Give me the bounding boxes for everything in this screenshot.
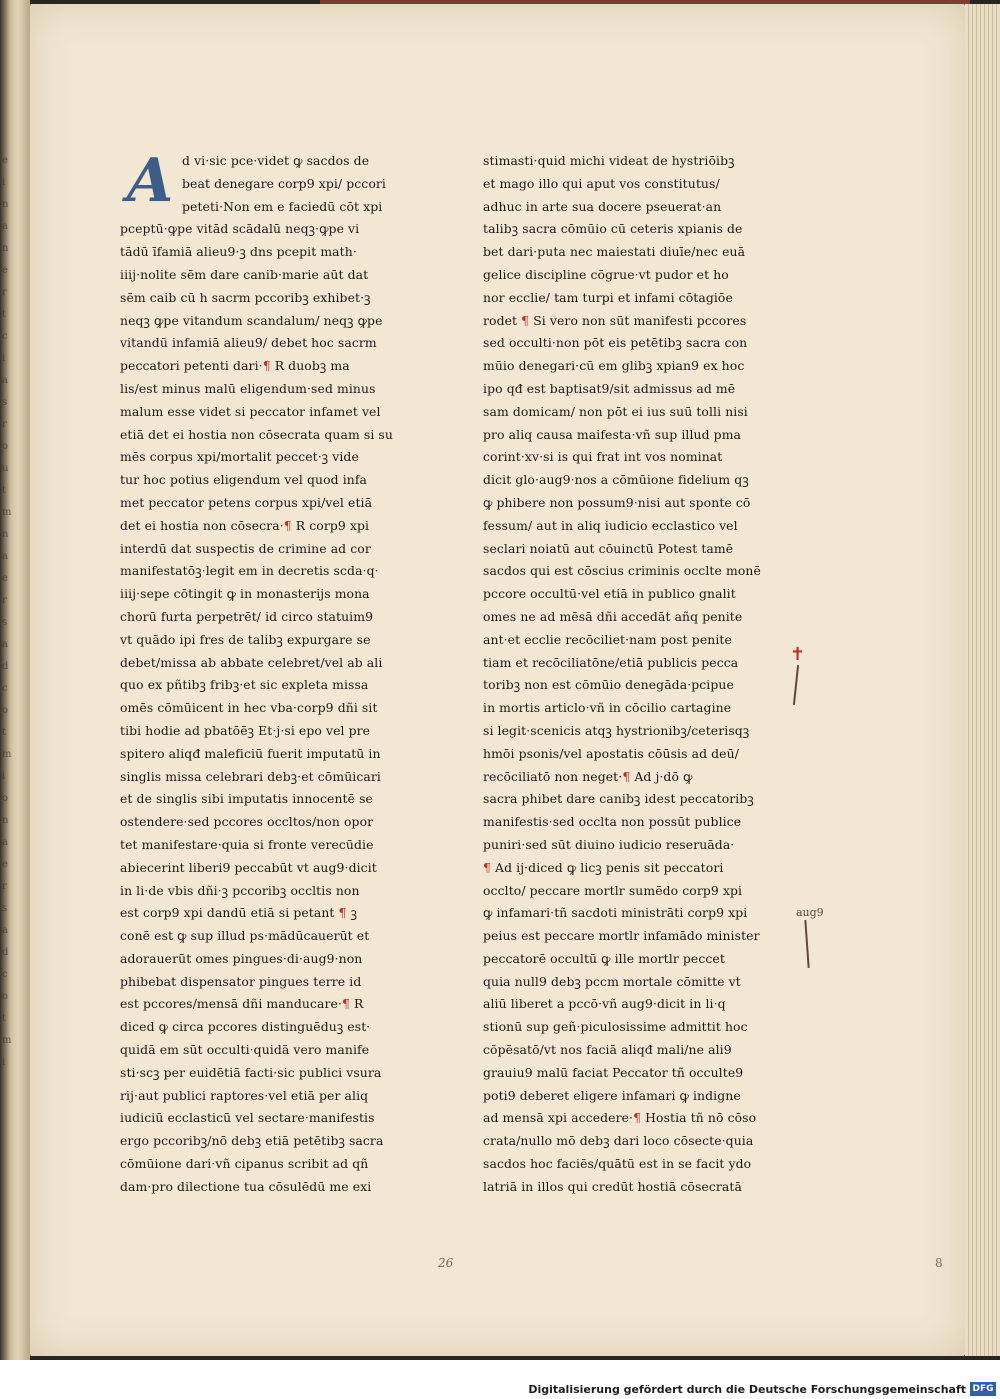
text-line: diced ꝙ circa pccores distinguēduꝫ est·	[120, 1019, 371, 1035]
text-line: d vi·sic pce·videt ꝙ sacdos de	[182, 153, 370, 168]
text-line: vitandū infamiā alieu9/ debet hoc sacrm	[120, 335, 377, 351]
text-line: ꝙ phibere non possum9·nisi aut sponte cō	[483, 494, 751, 510]
text-line: rij·aut publici raptores·vel etiā per aliq	[120, 1087, 369, 1103]
paragraph-mark: ¶	[283, 517, 292, 533]
text-line: sacdos hoc faciēs/quātū est in se facit ydo	[483, 1156, 752, 1172]
text-line: tur hoc potius eligendum vel quod infa	[120, 472, 368, 488]
paragraph-mark: ¶	[483, 859, 491, 875]
text-line: nor ecclie/ tam turpi et infami cōtagiōe	[483, 289, 733, 305]
text-line: aliū liberet a pccō·vñ aug9·dicit in li·q	[483, 996, 726, 1012]
text-line: occlto/ peccare mortlr sumēdo corp9 xpi	[483, 882, 743, 898]
text-line: conē est ꝙ sup illud ps·mādūcauerūt et	[120, 928, 370, 944]
margin-mark-red: ✝	[790, 644, 806, 665]
text-line: est corp9 xpi dandū etiā si petant ¶ ꝫ	[120, 905, 358, 921]
text-line: mūio denegari·cū em glibꝫ xpian9 ex hoc	[483, 358, 745, 374]
text-line: chorū furta perpetrēt/ id circo statuim9	[120, 608, 374, 624]
margin-annotation: aug9	[796, 906, 824, 919]
text-line: peius est peccare mortlr infamādo minister	[483, 928, 760, 944]
text-line: beat denegare corp9 xpi/ pccori	[182, 175, 386, 191]
text-line: interdū dat suspectis de crimine ad cor	[120, 540, 371, 556]
text-line: et mago illo qui aput vos constitutus/	[483, 175, 720, 191]
text-line: pro aliq causa maifesta·vñ sup illud pma	[483, 426, 742, 442]
page-stack-edge	[965, 4, 1000, 1356]
text-line: adhuc in arte sua docere pseuerat·an	[483, 198, 722, 214]
text-line: toribꝫ non est cōmūio denegāda·pcipue	[483, 677, 734, 693]
text-line: si legit·scenicis atqꝫ hystrionibꝫ/ceterisqꝫ	[483, 722, 750, 738]
text-line: puniri·sed sūt diuino iudicio reseruāda·	[483, 836, 735, 852]
page-number: 26	[438, 1256, 454, 1270]
text-line: manifestatōꝫ·legit em in decretis scda·q·	[120, 563, 379, 579]
text-line: sēm caib cū h sacrm pccoribꝫ exhibet·ꝫ	[120, 289, 371, 305]
text-line: stionū sup geñ·piculosissime admittit hoc	[483, 1019, 748, 1035]
text-line: bet dari·puta nec maiestati diuīe/nec euā	[483, 244, 746, 260]
paragraph-mark: ¶	[262, 358, 271, 374]
text-line: ꝙ infamari·tñ sacdoti ministrāti corp9 xpi	[483, 905, 748, 921]
text-line: ostendere·sed pccores occltos/non opor	[120, 814, 374, 830]
text-line: in li·de vbis dñi·ꝫ pccoribꝫ occltis non	[120, 882, 360, 898]
previous-page-edge	[0, 0, 30, 1360]
text-line: rodet ¶ Si vero non sūt manifesti pccores	[483, 312, 747, 328]
funding-credit: Digitalisierung gefördert durch die Deutsche Forschungsgemeinschaft	[528, 1383, 966, 1396]
text-line: in mortis articlo·vñ in cōcilio cartagine	[483, 700, 732, 716]
text-line: ¶ Ad ij·diced ꝙ licꝫ penis sit peccatori	[483, 859, 724, 875]
text-line: manifestis·sed occlta non possūt publice	[483, 814, 742, 830]
paragraph-mark: ¶	[341, 996, 350, 1012]
text-line: corint·xv·si is qui frat int vos nominat	[483, 449, 723, 465]
text-line: poti9 deberet eligere infamari ꝙ indigne	[483, 1087, 741, 1103]
text-line: stimasti·quid michi videat de hystriōibꝫ	[483, 153, 735, 168]
text-line: adorauerūt omes pingues·di·aug9·non	[120, 950, 363, 966]
text-line: mēs corpus xpi/mortalit peccet·ꝫ vide	[120, 449, 359, 465]
dfg-logo: DFG	[970, 1382, 996, 1396]
text-line: etiā det ei hostia non cōsecrata quam si su	[120, 426, 393, 442]
text-line: tet manifestare·quia si fronte verecūdie	[120, 836, 374, 852]
text-line: crata/nullo mō debꝫ dari loco cōsecte·quia	[483, 1133, 754, 1149]
text-line: ad mensā xpi accedere·¶ Hostia tñ nō cōso	[483, 1110, 757, 1126]
text-line: dam·pro dilectione tua cōsulēdū me exi	[120, 1178, 372, 1194]
text-line: omēs cōmūicent in hec vba·corp9 dñi sit	[120, 700, 378, 716]
text-line: peteti·Non em e faciedū cōt xpi	[182, 198, 383, 214]
text-line: omes ne ad mēsā dñi accedāt añq penite	[483, 608, 743, 624]
text-line: talibꝫ sacra cōmūio cū ceteris xpianis de	[483, 221, 743, 237]
text-line: neqꝫ ꝙpe vitandum scandalum/ neqꝫ ꝙpe	[120, 312, 383, 328]
text-line: est pccores/mensā dñi manducare·¶ R	[120, 996, 364, 1012]
text-line: et de singlis sibi imputatis innocentē se	[120, 791, 373, 807]
text-line: tādū īfamiā alieu9·ꝫ dns pcepit math·	[120, 244, 357, 260]
text-line: iiij·sepe cōtingit ꝙ in monasterijs mona	[120, 586, 370, 602]
text-line: ipo qđ est baptisat9/sit admissus ad mē	[483, 380, 736, 396]
text-line: pccore occultū·vel etiā in publico gnalit	[483, 586, 736, 602]
text-line: ant·et ecclie recōciliet·nam post penite	[483, 631, 732, 647]
text-line: ergo pccoribꝫ/nō debꝫ etiā petētibꝫ sacra	[120, 1133, 384, 1149]
text-line: phibebat dispensator pingues terre id	[120, 973, 362, 989]
decorated-initial: A	[126, 146, 174, 216]
paragraph-mark: ¶	[622, 768, 631, 784]
paragraph-mark: ¶	[521, 312, 530, 328]
signature-mark: 8	[935, 1256, 943, 1270]
text-line: dicit glo·aug9·nos a cōmūione fidelium qꝫ	[483, 472, 749, 488]
text-line: iudiciū ecclasticū vel sectare·manifestis	[120, 1110, 375, 1126]
text-line: debet/missa ab abbate celebret/vel ab ali	[120, 654, 383, 670]
left-text-column	[120, 146, 438, 1199]
text-line: iiij·nolite sēm dare canib·marie aūt dat	[120, 266, 369, 282]
text-line: tibi hodie ad pbatōēꝫ Et·j·si epo vel pre	[120, 722, 371, 738]
right-text-column	[483, 150, 768, 1199]
text-line: quia null9 debꝫ pccm mortale cōmitte vt	[483, 973, 741, 989]
text-line: sed occulti·non pōt eis petētibꝫ sacra con	[483, 335, 748, 351]
text-line: cōpēsatō/vt nos faciā aliqđ mali/ne ali9	[483, 1042, 732, 1058]
text-line: malum esse videt si peccator infamet vel	[120, 403, 381, 419]
text-line: cōmūione dari·vñ cipanus scribit ad qñ	[120, 1156, 369, 1172]
text-line: tiam et recōciliatōne/etiā publicis pecca	[483, 654, 739, 670]
text-line: spitero aliqđ maleficiū fuerit imputatū in	[120, 745, 381, 761]
text-line: fessum/ aut in aliq iudicio ecclastico vel	[483, 517, 738, 533]
text-line: peccatori petenti dari·¶ R duobꝫ ma	[120, 358, 350, 374]
text-line: met peccator petens corpus xpi/vel etiā	[120, 494, 373, 510]
text-line: lis/est minus malū eligendum·sed minus	[120, 380, 376, 396]
text-line: sti·scꝫ per euidētiā facti·sic publici vsura	[120, 1064, 382, 1080]
text-line: latriā in illos qui credūt hostiā cōsecratā	[483, 1178, 742, 1194]
text-line: quo ex pñtibꝫ fribꝫ·et sic expleta missa	[120, 677, 369, 693]
text-line: sacra phibet dare canibꝫ idest peccatoribꝫ	[483, 791, 754, 807]
text-line: vt quādo ipi fres de talibꝫ expurgare se	[120, 631, 371, 647]
text-line: pceptū·ꝙpe vitād scādalū neqꝫ·ꝙpe vi	[120, 221, 360, 237]
text-line: seclari noiatū aut cōuinctū Potest tamē	[483, 540, 734, 556]
paragraph-mark: ¶	[633, 1110, 642, 1126]
text-line: gelice discipline cōgrue·vt pudor et ho	[483, 266, 729, 282]
text-line: quidā em sūt occulti·quidā vero manife	[120, 1042, 370, 1058]
text-line: hmōi psonis/vel apostatis cōūsis ad deū/	[483, 745, 739, 761]
paragraph-mark: ¶	[338, 905, 347, 921]
text-line: peccatorē occultū ꝙ ille mortlr peccet	[483, 950, 725, 966]
previous-page-text: e i n a n e r t c i a s r o u t m n a e r s a d c o t m i o n a e r s a d c o t m i	[2, 155, 12, 1068]
text-line: singlis missa celebrari debꝫ·et cōmūicari	[120, 768, 381, 784]
text-line: recōciliatō non neget·¶ Ad j·dō ꝙ	[483, 768, 693, 784]
text-line: sam domicam/ non pōt ei ius suū tolli nisi	[483, 403, 748, 419]
text-line: sacdos qui est cōscius criminis occlte monē	[483, 563, 761, 579]
text-line: abiecerint liberi9 peccabūt vt aug9·dicit	[120, 859, 377, 875]
text-line: det ei hostia non cōsecra·¶ R corp9 xpi	[120, 517, 370, 533]
text-line: grauiu9 malū faciat Peccator tñ occulte9	[483, 1064, 744, 1080]
